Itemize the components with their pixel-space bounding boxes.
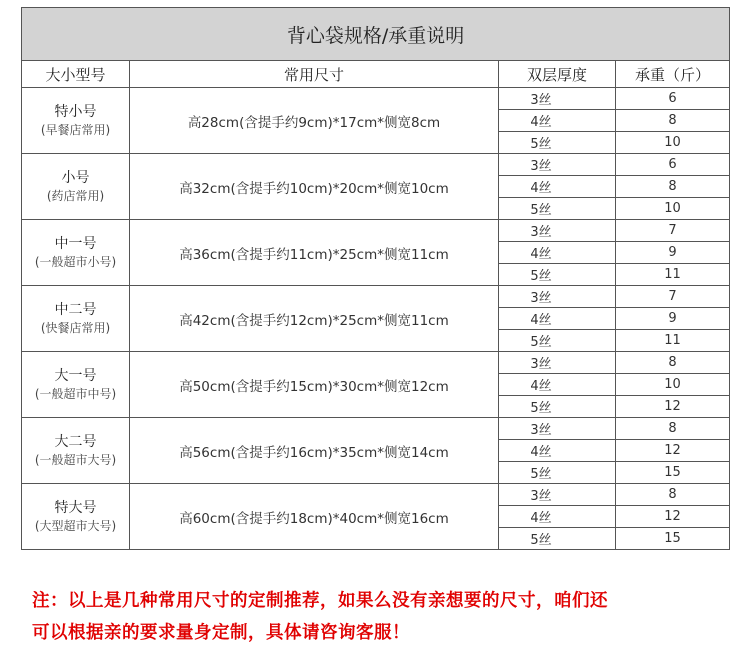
spec-table-body [22,88,730,550]
size-note: (一般超市小号) [34,254,117,269]
table-row [22,352,730,374]
table-row [22,220,730,242]
thickness-value: 3丝 [530,93,552,108]
size-note: (药店常用) [46,188,105,203]
size-name: 特大号 [54,499,97,516]
load-cell: 8 [616,110,730,132]
thickness-cell [499,484,616,506]
footer-note [32,585,732,649]
dimensions-cell: 高36cm(含提手约11cm)*25cm*侧宽11cm [130,220,499,286]
thickness-value: 5丝 [530,401,552,416]
thickness-value: 5丝 [530,203,552,218]
load-cell: 11 [616,330,730,352]
size-note: (一般超市中号) [34,386,117,401]
thickness-cell [499,132,616,154]
thickness-value: 5丝 [530,467,552,482]
table-row [22,88,730,110]
thickness-cell [499,264,616,286]
load-cell: 12 [616,396,730,418]
dimensions-cell: 高50cm(含提手约15cm)*30cm*侧宽12cm [130,352,499,418]
thickness-value: 3丝 [530,423,552,438]
load-cell: 12 [616,506,730,528]
table-row [22,154,730,176]
load-cell: 15 [616,462,730,484]
table-title: 背心袋规格/承重说明 [22,8,730,61]
thickness-cell [499,506,616,528]
spec-table [21,7,730,550]
thickness-value: 4丝 [530,511,552,526]
size-cell [22,286,130,352]
thickness-value: 5丝 [530,269,552,284]
load-cell: 12 [616,440,730,462]
size-note: (早餐店常用) [40,122,111,137]
size-name: 中一号 [54,235,97,252]
thickness-value: 4丝 [530,115,552,130]
load-cell: 10 [616,132,730,154]
header-thickness: 双层厚度 [499,61,616,88]
size-note: (一般超市大号) [34,452,117,467]
thickness-cell [499,396,616,418]
load-cell: 15 [616,528,730,550]
thickness-cell [499,242,616,264]
footer-note-line-1: 注：以上是几种常用尺寸的定制推荐，如果么没有亲想要的尺寸，咱们还 [32,591,608,611]
thickness-cell [499,440,616,462]
size-note: (快餐店常用) [40,320,111,335]
dimensions-cell: 高42cm(含提手约12cm)*25cm*侧宽11cm [130,286,499,352]
size-name: 大二号 [54,433,97,450]
thickness-cell [499,88,616,110]
header-dimensions: 常用尺寸 [130,61,499,88]
thickness-value: 5丝 [530,335,552,350]
thickness-value: 3丝 [530,357,552,372]
load-cell: 8 [616,176,730,198]
size-name: 特小号 [54,103,97,120]
dimensions-cell: 高56cm(含提手约16cm)*35cm*侧宽14cm [130,418,499,484]
thickness-value: 4丝 [530,181,552,196]
thickness-value: 3丝 [530,291,552,306]
thickness-value: 4丝 [530,247,552,262]
thickness-value: 3丝 [530,489,552,504]
thickness-cell [499,176,616,198]
thickness-value: 5丝 [530,533,552,548]
header-load: 承重（斤） [616,61,730,88]
thickness-cell [499,528,616,550]
thickness-cell [499,220,616,242]
table-row [22,286,730,308]
thickness-cell [499,330,616,352]
load-cell: 10 [616,198,730,220]
load-cell: 8 [616,484,730,506]
size-cell [22,418,130,484]
load-cell: 6 [616,88,730,110]
load-cell: 11 [616,264,730,286]
load-cell: 9 [616,308,730,330]
load-cell: 10 [616,374,730,396]
thickness-value: 3丝 [530,159,552,174]
size-cell [22,88,130,154]
table-row [22,484,730,506]
size-name: 中二号 [54,301,97,318]
load-cell: 7 [616,220,730,242]
size-name: 大一号 [54,367,97,384]
thickness-cell [499,286,616,308]
thickness-value: 4丝 [530,379,552,394]
thickness-cell [499,352,616,374]
thickness-cell [499,462,616,484]
load-cell: 6 [616,154,730,176]
size-name: 小号 [61,169,90,186]
header-size: 大小型号 [22,61,130,88]
dimensions-cell: 高60cm(含提手约18cm)*40cm*侧宽16cm [130,484,499,550]
thickness-value: 5丝 [530,137,552,152]
size-cell [22,154,130,220]
dimensions-cell: 高32cm(含提手约10cm)*20cm*侧宽10cm [130,154,499,220]
thickness-value: 4丝 [530,313,552,328]
thickness-value: 4丝 [530,445,552,460]
load-cell: 8 [616,418,730,440]
load-cell: 7 [616,286,730,308]
size-note: (大型超市大号) [34,518,117,533]
size-cell [22,220,130,286]
size-cell [22,352,130,418]
thickness-value: 3丝 [530,225,552,240]
dimensions-cell: 高28cm(含提手约9cm)*17cm*侧宽8cm [130,88,499,154]
load-cell: 9 [616,242,730,264]
load-cell: 8 [616,352,730,374]
thickness-cell [499,374,616,396]
thickness-cell [499,110,616,132]
table-row [22,418,730,440]
thickness-cell [499,308,616,330]
thickness-cell [499,154,616,176]
footer-note-line-2: 可以根据亲的要求量身定制，具体请咨询客服！ [32,623,410,643]
thickness-cell [499,198,616,220]
thickness-cell [499,418,616,440]
size-cell [22,484,130,550]
